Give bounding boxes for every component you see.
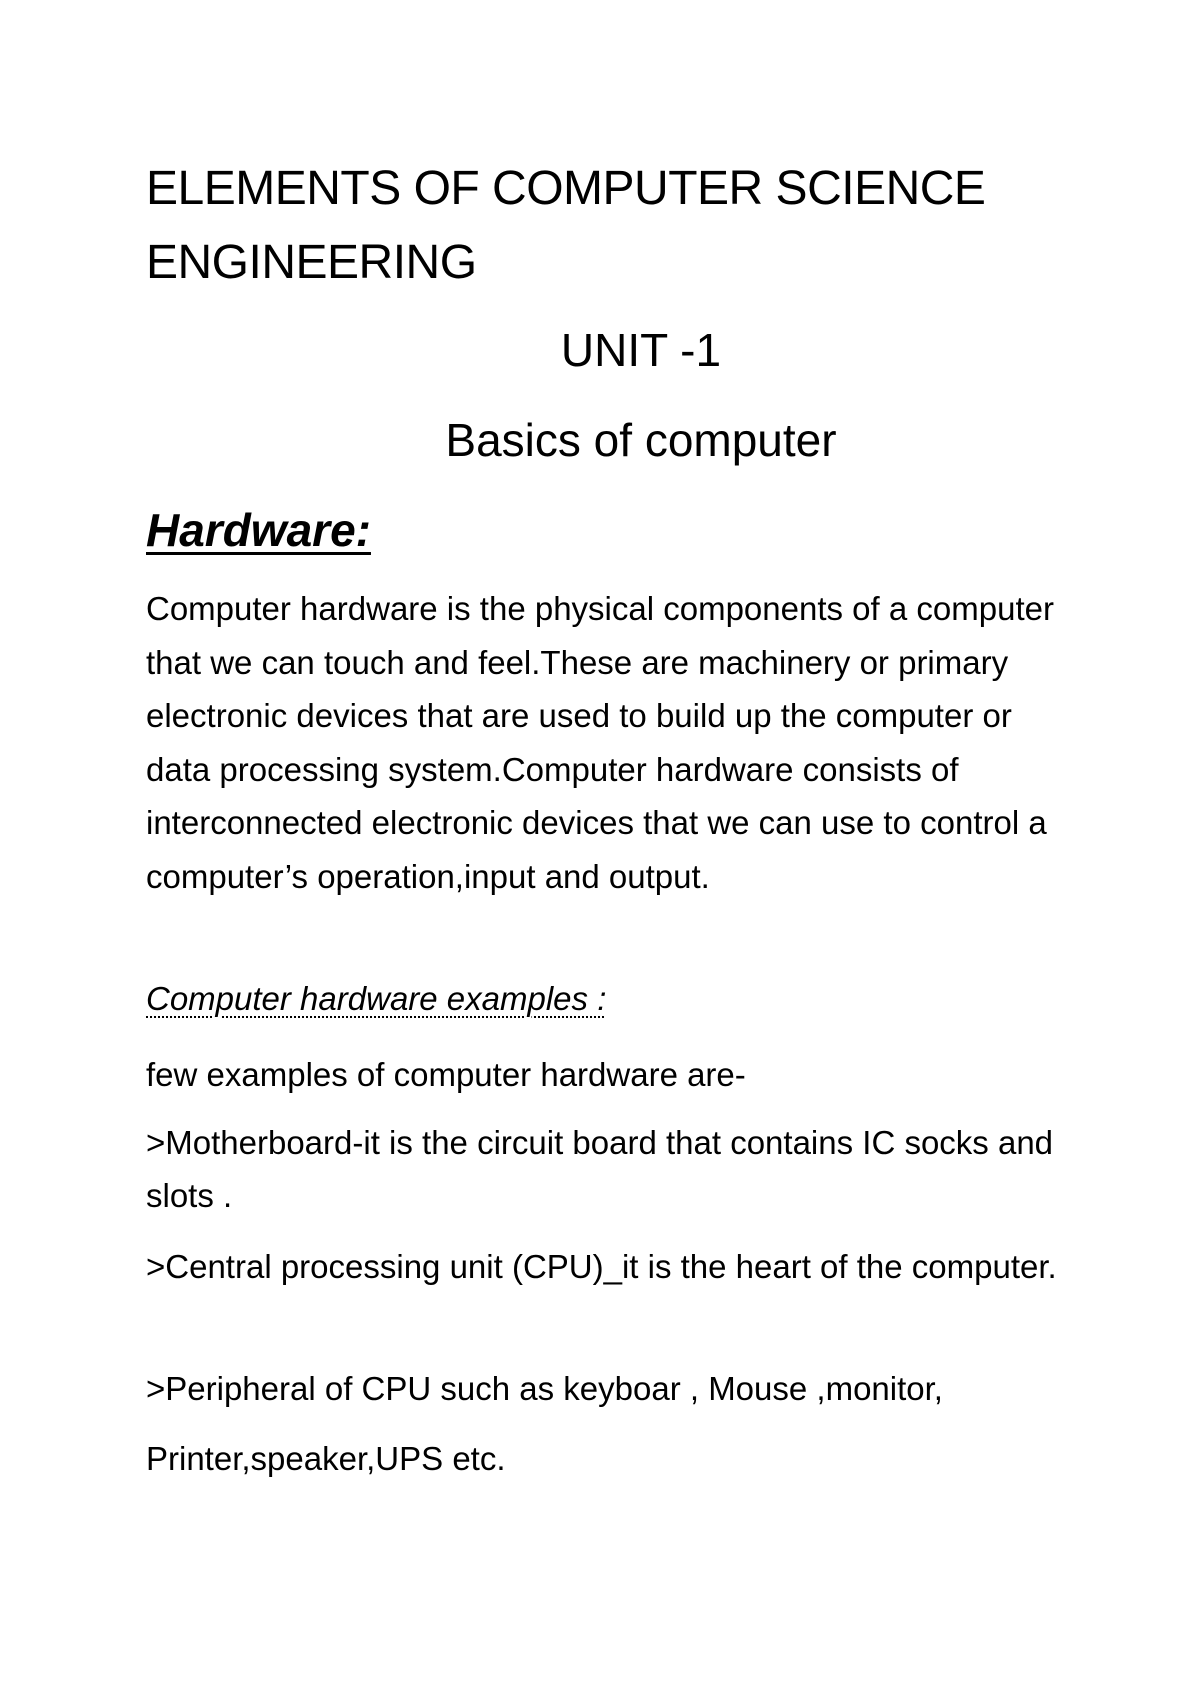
- hardware-paragraph: Computer hardware is the physical components of a computer that we can touch and feel.These are machinery or primary electronic devices that are used to build up the computer or data processing system.Computer hardware consists of interconnected electronic devices that we can use to control a computer’s operation,input and output.: [146, 590, 1054, 895]
- unit-label: UNIT -1: [560, 324, 722, 376]
- document-title: ELEMENTS OF COMPUTER SCIENCE ENGINEERING: [146, 162, 986, 289]
- list-item: Printer,speaker,UPS etc.: [146, 1440, 506, 1477]
- document-subtitle: Basics of computer: [445, 414, 837, 466]
- list-item: >Central processing unit (CPU)_it is the heart of the computer.: [146, 1248, 1057, 1285]
- examples-intro: few examples of computer hardware are-: [146, 1056, 746, 1093]
- examples-subheading: Computer hardware examples :: [146, 980, 607, 1017]
- section-heading-hardware: Hardware:: [146, 504, 371, 556]
- list-item: >Motherboard-it is the circuit board that contains IC socks and slots .: [146, 1124, 1054, 1214]
- list-item: >Peripheral of CPU such as keyboar , Mouse ,monitor,: [146, 1370, 943, 1407]
